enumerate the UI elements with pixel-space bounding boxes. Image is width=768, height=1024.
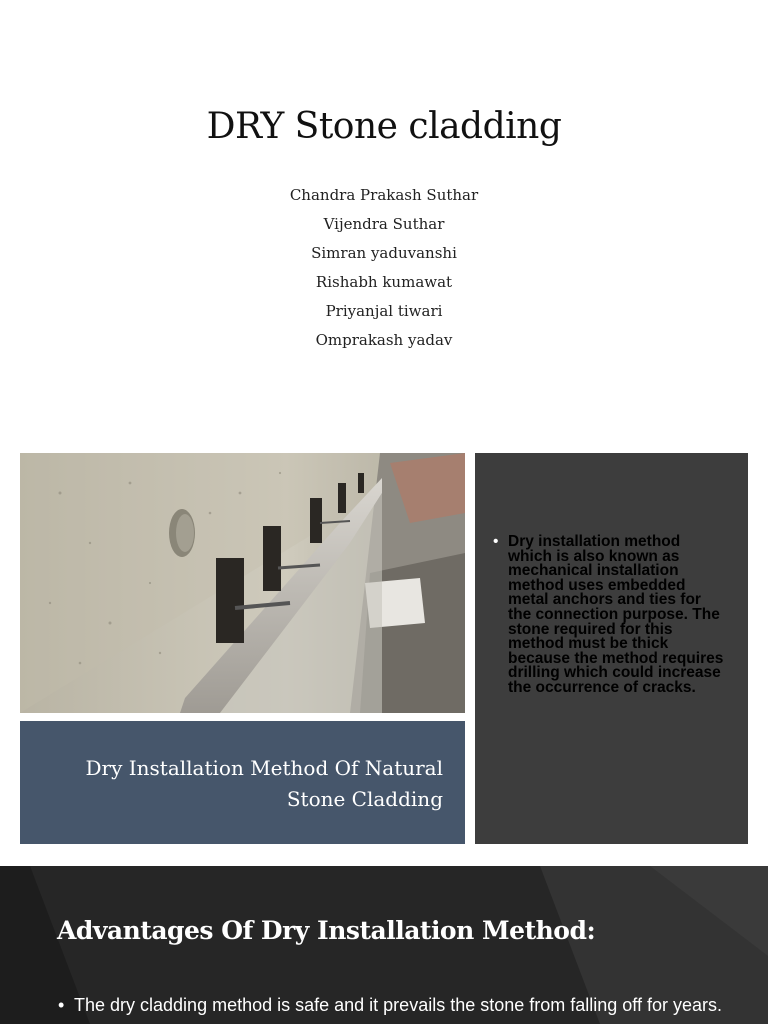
title-slide bbox=[0, 0, 768, 440]
author-name: Rishabh kumawat bbox=[315, 273, 453, 291]
advantages-title: Advantages Of Dry Installation Method: bbox=[57, 916, 596, 945]
advantage-text: The dry cladding method is safe and it prevails the stone from falling off for years. bbox=[74, 995, 722, 1015]
advantages-slide bbox=[0, 866, 768, 1024]
bullet-icon: • bbox=[493, 533, 499, 550]
caption-panel bbox=[20, 721, 465, 844]
author-name: Chandra Prakash Suthar bbox=[289, 186, 479, 204]
stone-cladding-photo bbox=[20, 453, 465, 713]
author-name: Priyanjal tiwari bbox=[325, 302, 443, 320]
bullet-icon: • bbox=[58, 995, 65, 1015]
slide-caption: Dry Installation Method Of Natural Stone Cladding bbox=[85, 756, 443, 811]
description-panel bbox=[475, 453, 748, 844]
advantages-list bbox=[58, 994, 738, 1016]
description-text: Dry installation method which is also known as mechanical installation method uses embedded metal anchors and ties for the connection purpose. The stone required for this method must be thick because the method requires drilling which could increase the occurrence of cracks. bbox=[508, 533, 724, 696]
advantage-item bbox=[58, 994, 738, 1016]
author-name: Vijendra Suthar bbox=[323, 215, 445, 233]
method-slide bbox=[0, 440, 768, 865]
presentation-title: DRY Stone cladding bbox=[206, 106, 562, 147]
author-list bbox=[0, 184, 768, 358]
author-name: Omprakash yadav bbox=[315, 331, 453, 349]
author-name: Simran yaduvanshi bbox=[311, 244, 457, 262]
description-item bbox=[493, 533, 728, 696]
description-list bbox=[493, 533, 728, 696]
